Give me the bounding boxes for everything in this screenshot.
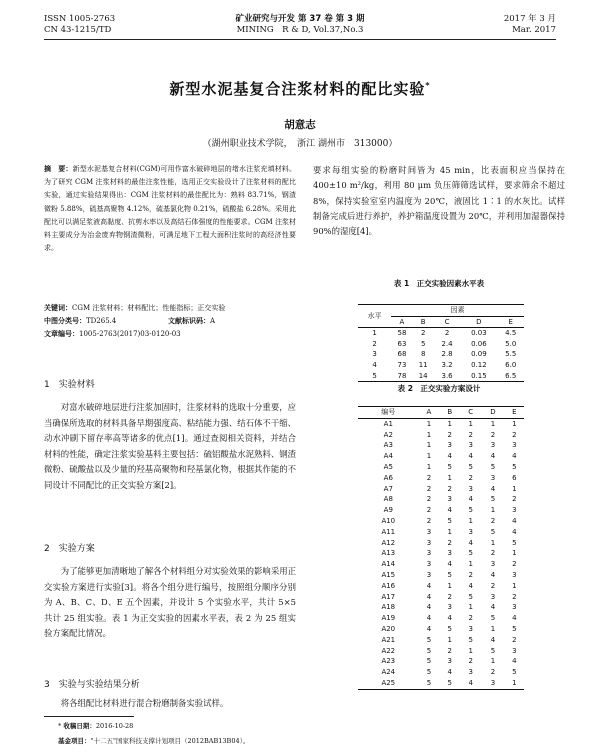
table-cell: 1 (426, 419, 432, 428)
table-cell: 58 (397, 329, 407, 338)
table2-row (358, 451, 524, 462)
table-cell: 5 (512, 624, 517, 633)
table2-row (358, 527, 524, 538)
table2-col-header: 编号 (358, 407, 419, 419)
table-cell: A14 (381, 560, 396, 569)
table-cell: 3.2 (441, 360, 453, 369)
table-cell: 2 (468, 473, 473, 482)
table2-row (358, 418, 524, 429)
table-cell: 3 (490, 441, 496, 450)
footnote-rule (44, 716, 134, 717)
section-1-paragraph: 对富水破碎地层进行注浆加固时，注浆材料的选取十分重要，应当确保所选取的材料具备早期强度高、粘结能力强、结石体不干缩、动水冲刷下留存率高等诸多的优点[1]。通过查阅相关资料，并结合材料的性能，确定注浆实验基料主要包括：硫铝酸盐水泥熟料、钢渣微粉、硫酸盐以及少量的羟基高聚物和羟基氯化物，根据其作能的不同设计不同配比的正交实验方案[2]。 (44, 402, 296, 490)
table2-row (358, 624, 524, 635)
table1-col-header: E (497, 316, 524, 328)
table-cell: A5 (383, 462, 393, 471)
table-cell: 3 (481, 678, 504, 689)
right-column-paragraph: 要求每组实验的粉磨时间皆为 45 min，比表面积应当保持在 400±10 m²/kg，利用 80 μm 负压筛筛选试样，要求筛余不超过 8%，保持实验室室内温度为 20℃，液固比 1∶1 的水灰比。试样制备完成后进行养护，养护箱温度设置为 20℃，并利用加湿器保持 90%的湿度[4]。 (313, 165, 565, 237)
table2-row (358, 473, 524, 484)
table-cell: 3 (512, 646, 517, 655)
table-cell: 4 (426, 581, 432, 590)
table-cell: A23 (381, 657, 396, 666)
table-cell: 5 (468, 592, 473, 601)
table-cell: 4 (460, 678, 481, 689)
table2-col-header: B (439, 407, 460, 419)
table2-row (358, 570, 524, 581)
table-cell: 1 (490, 657, 496, 666)
table-cell: 2.4 (441, 339, 453, 348)
table-cell: 2 (468, 570, 473, 579)
table-cell: 3 (447, 549, 452, 558)
table-cell: 4 (490, 570, 496, 579)
footnote-fund: 基金项目："十二五"国家科技支撑计划项目（2012BAB13B04）。 (58, 737, 250, 745)
table-cell: 1 (490, 419, 496, 428)
table-cell: 2 (426, 484, 432, 493)
table2-row (358, 592, 524, 603)
document-code: 文献标识码：A (168, 317, 216, 325)
table-cell: A4 (383, 452, 393, 461)
section-heading-2: 2 实验方案 (44, 544, 95, 554)
table-cell: 3 (468, 624, 473, 633)
table2-row (358, 581, 524, 592)
table-cell: 3 (426, 538, 432, 547)
table2-row (358, 538, 524, 549)
table-cell: 2 (512, 635, 517, 644)
table-cell: 2 (512, 560, 517, 569)
table-cell: 2.8 (441, 350, 453, 359)
table-cell: 4.5 (505, 329, 517, 338)
table-cell: A16 (381, 581, 396, 590)
table1-row-header: 水平 (358, 305, 391, 328)
table-cell: 5 (468, 506, 473, 515)
table-cell: 5.0 (505, 339, 517, 348)
table1-factor-levels (358, 304, 524, 382)
table-cell: 63 (397, 339, 407, 348)
table-cell: 2 (447, 484, 452, 493)
table2-row (358, 505, 524, 516)
abstract-label: 摘 要： (44, 165, 73, 173)
table-cell: 5 (426, 635, 432, 644)
table-cell: 1 (372, 329, 377, 338)
table-cell: 1 (468, 646, 473, 655)
table2-row (358, 494, 524, 505)
table-cell: 4 (447, 668, 452, 677)
table-cell: 1 (468, 603, 473, 612)
table-cell: 1 (490, 624, 496, 633)
table-cell: 5 (447, 624, 452, 633)
table-cell: 4 (447, 506, 452, 515)
journal-name-cn: 矿业研究与开发 第 37 卷 第 3 期 (235, 14, 365, 24)
table-cell: 1 (426, 430, 432, 439)
table-cell: 5 (468, 462, 473, 471)
table1-group-header: 因素 (391, 305, 524, 317)
table-cell: A6 (383, 473, 393, 482)
table-cell: 5 (468, 549, 473, 558)
table2-row (358, 430, 524, 441)
table2-row (358, 656, 524, 667)
table-cell: 4 (468, 581, 473, 590)
table-cell: 4 (512, 527, 517, 536)
table-cell: A7 (383, 484, 393, 493)
table-cell: 1 (447, 419, 452, 428)
issn: ISSN 1005-2763 (44, 14, 116, 24)
table-cell: 2 (447, 646, 452, 655)
table-cell: 11 (418, 360, 428, 369)
table-cell: 4 (512, 657, 517, 666)
table-cell: 4 (426, 624, 432, 633)
table-cell: 4 (447, 560, 452, 569)
table-cell: 4 (468, 495, 473, 504)
table-cell: 5 (419, 678, 440, 689)
table-cell: 3 (426, 570, 432, 579)
table1-col-header: C (434, 316, 461, 328)
table-cell: 1 (447, 527, 452, 536)
table-cell: 3 (468, 484, 473, 493)
table-cell: 4 (468, 538, 473, 547)
table2-col-header: A (419, 407, 440, 419)
table-cell: 2 (468, 614, 473, 623)
table-cell: 2 (490, 516, 496, 525)
table-cell: 1 (426, 452, 432, 461)
table-cell: 1 (512, 484, 517, 493)
table-cell: 0.06 (471, 339, 487, 348)
table2-row (358, 440, 524, 451)
table-cell: 5.5 (505, 350, 517, 359)
table-cell: 2 (447, 430, 452, 439)
table2-row (358, 635, 524, 646)
table-cell: A17 (381, 592, 396, 601)
table-cell: 4 (447, 452, 452, 461)
table-cell: 3 (447, 495, 452, 504)
table-cell: 5 (358, 371, 391, 382)
table-cell: 1 (468, 419, 473, 428)
table-cell: 5 (512, 538, 517, 547)
table-cell: 0.03 (471, 329, 487, 338)
table-cell: 2 (426, 495, 432, 504)
table-cell: 78 (391, 371, 412, 382)
table-cell: 1 (468, 516, 473, 525)
table-cell: 3 (490, 473, 496, 482)
article-number: 文章编号：1005-2763(2017)03-0120-03 (44, 330, 181, 338)
table1-col-header: A (391, 316, 412, 328)
table-cell: 1 (512, 549, 517, 558)
table-cell: 5 (426, 668, 432, 677)
table-cell: 5 (512, 668, 517, 677)
table1-row (358, 328, 524, 339)
table-cell: A11 (381, 527, 396, 536)
table-cell: 3 (468, 527, 473, 536)
table-cell: 2 (426, 506, 432, 515)
table2-row (358, 613, 524, 624)
table-cell: A21 (381, 635, 396, 644)
table1-caption: 表 1 正交实验因素水平表 (393, 279, 485, 288)
table-cell: 1 (447, 473, 452, 482)
running-header-right (504, 14, 556, 36)
footnote-received: * 收稿日期：2016-10-28 (58, 722, 134, 730)
table-cell: A15 (381, 570, 396, 579)
table1-col-header: D (460, 316, 497, 328)
table-cell: 5 (490, 614, 496, 623)
table-cell: 3 (468, 441, 473, 450)
table-cell: 5 (490, 646, 496, 655)
table-cell: 4 (426, 603, 432, 612)
table-cell: 3 (468, 668, 473, 677)
section-heading-3: 3 实验与实验结果分析 (44, 680, 140, 690)
author: 胡意志 (284, 119, 316, 131)
table-cell: 4 (512, 614, 517, 623)
table-cell: 3 (447, 441, 452, 450)
table1-row (358, 339, 524, 350)
footnote-mark: * (58, 722, 62, 730)
table-cell: 2 (512, 495, 517, 504)
table2-col-header: D (481, 407, 504, 419)
table-cell: 4 (490, 484, 496, 493)
table-cell: 3.6 (434, 371, 461, 382)
table-cell: 1 (447, 635, 452, 644)
table-cell: 3 (426, 549, 432, 558)
section-3-paragraph: 将各组配比材料进行混合粉磨制备实验试样。 (60, 698, 229, 708)
table-cell: 5 (490, 527, 496, 536)
table-cell: 5 (490, 462, 496, 471)
table-cell: 3 (512, 441, 517, 450)
table-cell: 4 (490, 452, 496, 461)
table-cell: 3 (447, 603, 452, 612)
table-cell: 2 (490, 549, 496, 558)
abstract (44, 163, 296, 255)
table-cell: 2 (490, 430, 496, 439)
table-cell: 5 (420, 339, 426, 348)
table-cell: 5 (447, 570, 452, 579)
table-cell: A13 (381, 549, 396, 558)
table-cell: 5 (447, 462, 452, 471)
table-cell: 5 (490, 495, 496, 504)
table-cell: 5 (439, 678, 460, 689)
table2-caption: 表 2 正交实验方案设计 (397, 384, 481, 393)
table-cell: 2 (426, 473, 432, 482)
table-cell: 0.15 (460, 371, 497, 382)
table-cell: 6 (512, 473, 517, 482)
keywords: 关键词：CGM 注浆材料；材料配比；性能指标；正交实验 (44, 304, 226, 312)
table-cell: 3 (426, 560, 432, 569)
table-cell: 4 (512, 516, 517, 525)
table-cell: 1 (468, 560, 473, 569)
table-cell: 2 (372, 339, 377, 348)
table-cell: A18 (381, 603, 396, 612)
table1-row (358, 360, 524, 371)
table-cell: 1 (512, 581, 517, 590)
table-cell: A8 (383, 495, 393, 504)
table1-row (358, 349, 524, 360)
table-cell: 5 (512, 462, 517, 471)
issue-date-cn: 2017 年 3 月 (503, 14, 556, 24)
table-cell: 4 (512, 452, 517, 461)
table-cell: 3 (512, 506, 517, 515)
table2-row (358, 646, 524, 657)
table2-col-header: C (460, 407, 481, 419)
table1-col-header: B (413, 316, 434, 328)
table-cell: A12 (381, 538, 396, 547)
table-cell: 3 (426, 527, 432, 536)
table-cell: 4 (490, 603, 496, 612)
table-cell: 2 (420, 329, 426, 338)
table2-row (358, 484, 524, 495)
affiliation: （湖州职业技术学院， 浙江 湖州市 313000） (202, 139, 398, 149)
table-cell: 2 (447, 592, 452, 601)
table-cell: 2 (468, 657, 473, 666)
table-cell: 0.12 (471, 360, 487, 369)
abstract-text: 新型水泥基复合材料(CGM)可用作富水破碎地层的堵水注浆充填材料。为了研究 CGM 注浆材料的最佳注浆性能，选用正交实验设计了注浆材料的配比实验，通过实验结果得出：CGM 注浆材料的最佳配比为：熟料 83.71%，钢渣微粉 5.88%，硫基高聚物 4.12%，硫基氯化物 0.21%，硫酸盐 6.28%。采用此配比可以满足浆液高黏度、抗剪水率以及高结石体强度的性能要求。CGM 注浆材料主要成分为冶金废弃物钢渣微粉，可满足地下工程大面积注浆时的高经济性要求。 (44, 165, 297, 253)
table2-scheme-design (358, 406, 524, 690)
journal-name-en: MINING R & D, Vol.37,No.3 (236, 25, 364, 35)
table-cell: 4 (447, 614, 452, 623)
table-cell: A10 (381, 516, 396, 525)
section-2-paragraph: 为了能够更加清晰地了解各个材料组分对实验效果的影响采用正交实验方案进行实验[3]。将各个组分进行编号，按照组分顺序分别为 A、B、C、D、E 五个因素，并设计 5 个实验水平，共计 5×5 共计 25 组实验。表 1 为正交实验的因素水平表，表 2 为 25 组实验方案配比情况。 (44, 566, 296, 638)
table-cell: 1 (447, 581, 452, 590)
table2-row (358, 559, 524, 570)
table-cell: 2 (490, 581, 496, 590)
title-footnote-mark: * (425, 81, 431, 90)
section-heading-1: 1 实验材料 (44, 380, 95, 390)
table-cell: 4 (372, 360, 377, 369)
table2-col-header: E (505, 407, 524, 419)
table-cell: 1 (512, 419, 517, 428)
table2-row (358, 667, 524, 678)
table-cell: 5 (426, 646, 432, 655)
table2-row (358, 516, 524, 527)
table-cell: 1 (505, 678, 524, 689)
table-cell: A20 (381, 624, 396, 633)
table-cell: 6.0 (505, 360, 517, 369)
paper-title: 新型水泥基复合注浆材料的配比实验* (169, 80, 431, 98)
table-cell: 73 (397, 360, 407, 369)
table-cell: 4 (468, 452, 473, 461)
table-cell: 2 (468, 430, 473, 439)
table-cell: 68 (397, 350, 407, 359)
table-cell: 8 (420, 350, 426, 359)
table-cell: 2 (426, 516, 432, 525)
table-cell: 4 (426, 592, 432, 601)
table-cell: 1 (490, 506, 496, 515)
table-cell: 4 (426, 614, 432, 623)
cn-number: CN 43-1215/TD (44, 25, 112, 35)
table-cell: 3 (447, 657, 452, 666)
table-cell: 5 (447, 516, 452, 525)
table-cell: A3 (383, 441, 393, 450)
table-cell: A19 (381, 614, 396, 623)
table-cell: 0.09 (471, 350, 487, 359)
table-cell: 3 (490, 592, 496, 601)
table-cell: 14 (413, 371, 434, 382)
table2-row (358, 462, 524, 473)
clc-number: 中图分类号：TD265.4 (44, 317, 117, 325)
table-cell: A9 (383, 506, 393, 515)
table-cell: A24 (381, 668, 396, 677)
table-cell: 3 (372, 350, 377, 359)
table-cell: 1 (426, 441, 432, 450)
table1-row (358, 371, 524, 382)
table-cell: 5 (426, 657, 432, 666)
table-cell: A1 (383, 419, 393, 428)
table-cell: 3 (512, 570, 517, 579)
table-cell: 2 (490, 668, 496, 677)
table2-row (358, 602, 524, 613)
table2-row (358, 678, 524, 689)
table-cell: 2 (447, 538, 452, 547)
issue-date-en: Mar. 2017 (512, 25, 556, 35)
table-cell: 1 (426, 462, 432, 471)
table-cell: 2 (512, 592, 517, 601)
header-rule (44, 39, 556, 40)
table-cell: 6.5 (497, 371, 524, 382)
table-cell: 2 (512, 430, 517, 439)
table-cell: A2 (383, 430, 393, 439)
table-cell: A25 (358, 678, 419, 689)
table-cell: 1 (490, 538, 496, 547)
table2-row (358, 548, 524, 559)
table-cell: 4 (490, 635, 496, 644)
table-cell: 2 (444, 329, 450, 338)
table-cell: 3 (512, 603, 517, 612)
table-cell: 5 (468, 635, 473, 644)
table-cell: A22 (381, 646, 396, 655)
table-cell: 3 (490, 560, 496, 569)
